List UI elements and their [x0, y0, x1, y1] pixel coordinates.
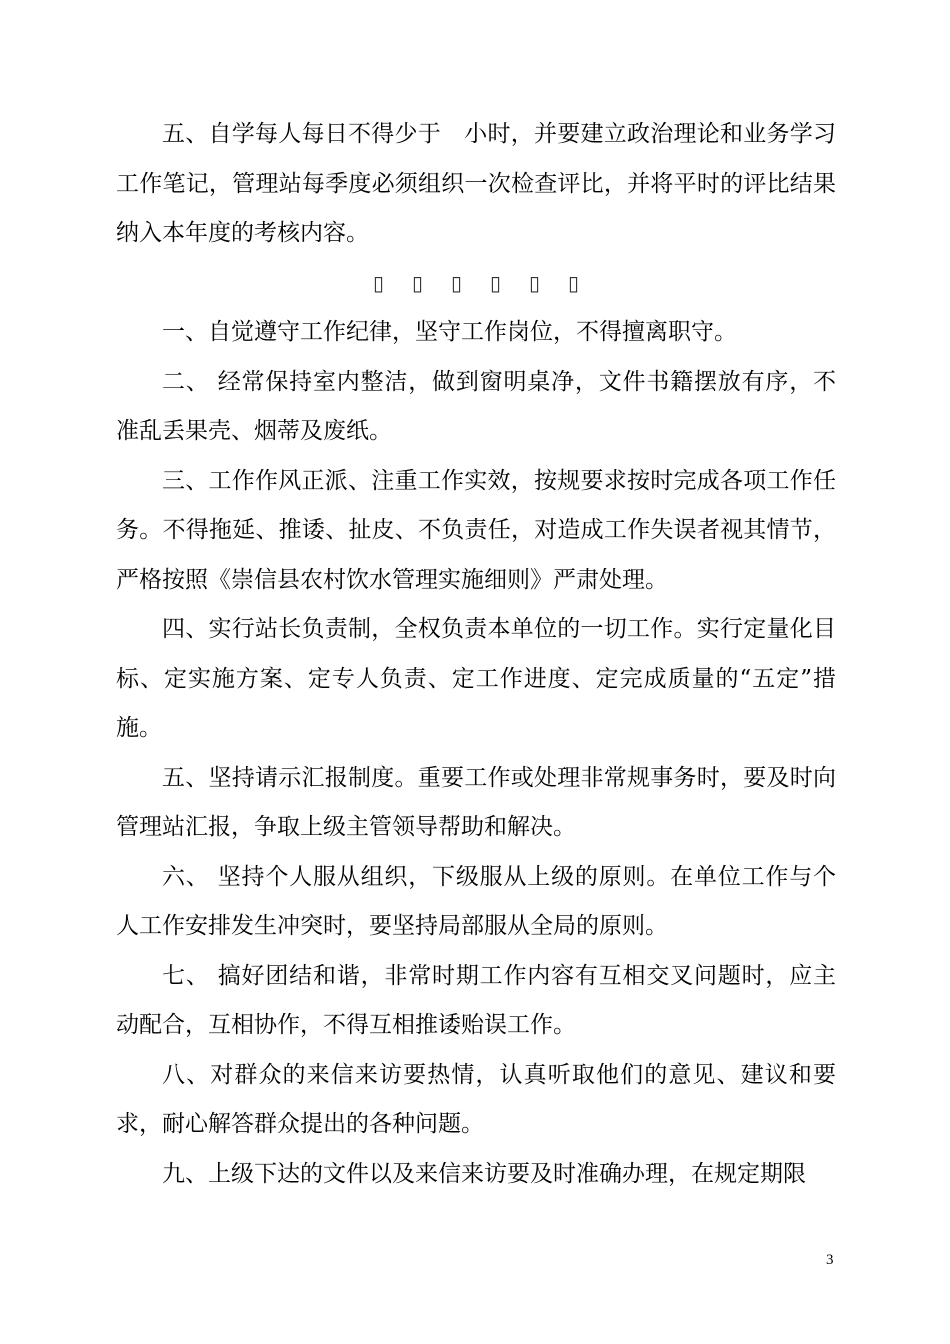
paragraph-rule-8: 八、对群众的来信来访要热情，认真听取他们的意见、建议和要求，耐心解答群众提出的各种问题。 [116, 1061, 836, 1137]
section-heading: ▯▯▯▯▯▯ [372, 270, 608, 295]
paragraph-rule-5: 五、坚持请示汇报制度。重要工作或处理非常规事务时，要及时向管理站汇报，争取上级主管领导帮助和解决。 [116, 764, 836, 840]
paragraph-rule-7: 七、 搞好团结和谐，非常时期工作内容有互相交叉问题时，应主动配合，互相协作，不得互相推诿贻误工作。 [116, 962, 836, 1038]
paragraph-rule-4: 四、实行站长负责制，全权负责本单位的一切工作。实行定量化目标、定实施方案、定专人负责、定工作进度、定完成质量的“五定”措施。 [116, 616, 836, 741]
paragraph-rule-9: 九、上级下达的文件以及来信来访要及时准确办理，在规定期限 [162, 1160, 806, 1187]
paragraph-self-study: 五、自学每人每日不得少于 小时，并要建立政治理论和业务学习工作笔记，管理站每季度必须组织一次检查评比，并将平时的评比结果纳入本年度的考核内容。 [116, 121, 836, 246]
paragraph-rule-3: 三、工作作风正派、注重工作实效，按规要求按时完成各项工作任务。不得拖延、推诿、扯皮、不负责任，对造成工作失误者视其情节，严格按照《崇信县农村饮水管理实施细则》严肃处理。 [116, 467, 836, 593]
document-body [116, 110, 836, 1199]
paragraph-rule-6: 六、 坚持个人服从组织，下级服从上级的原则。在单位工作与个人工作安排发生冲突时，要坚持局部服从全局的原则。 [116, 863, 836, 939]
paragraph-rule-1: 一、自觉遵守工作纪律，坚守工作岗位，不得擅离职守。 [162, 319, 737, 345]
page-number: 3 [826, 1252, 834, 1268]
paragraph-rule-2: 二、 经常保持室内整洁，做到窗明桌净，文件书籍摆放有序，不准乱丢果壳、烟蒂及废纸。 [116, 368, 836, 444]
